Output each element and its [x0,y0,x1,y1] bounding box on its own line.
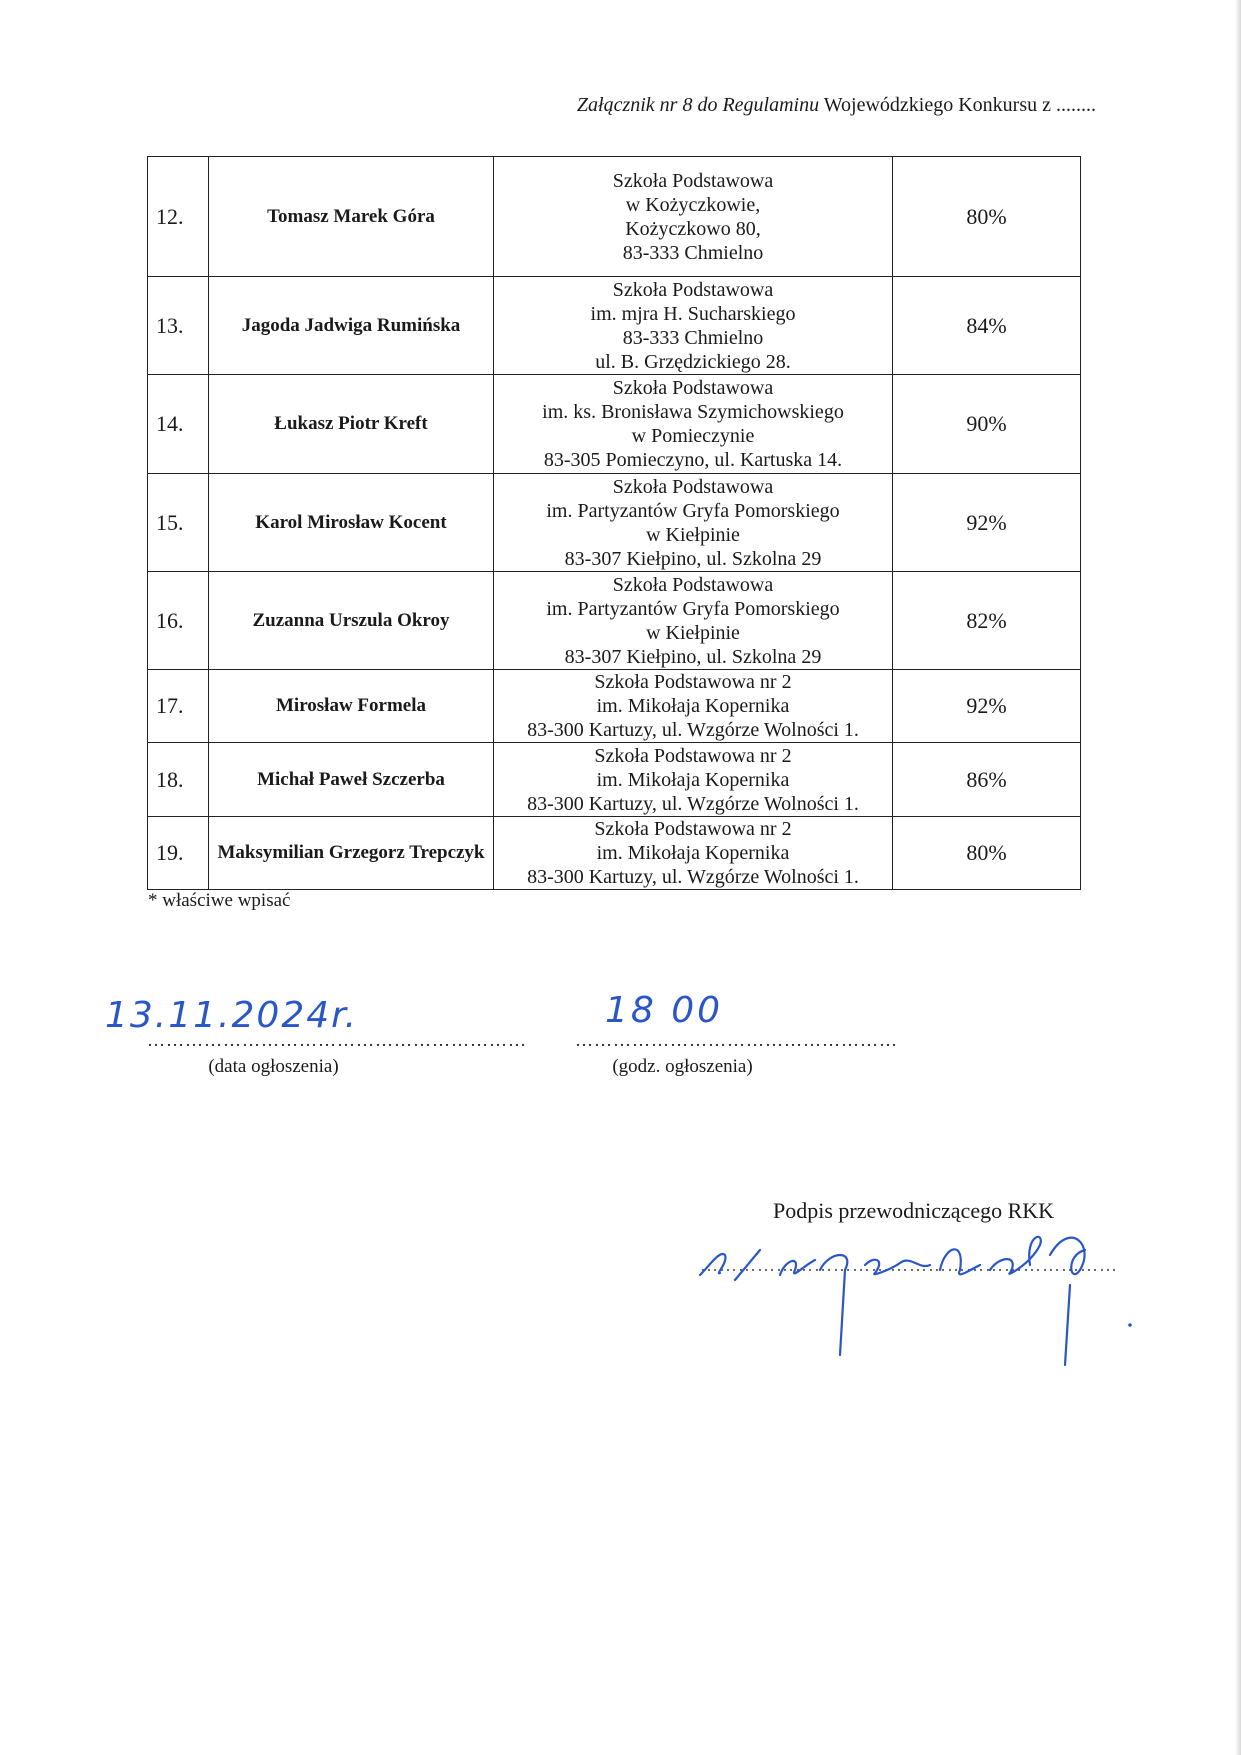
time-dotted-line: …………………………………………… [575,1030,898,1050]
school-line: 83-333 Chmielno [622,241,764,264]
school-line: w Kiełpinie [646,523,740,546]
school-address [494,743,893,817]
school-line: ul. B. Grzędzickiego 28. [595,350,791,373]
school-line: Szkoła Podstawowa [612,377,774,399]
attachment-header [577,94,1096,117]
header-italic: Załącznik nr 8 do Regulaminu [576,94,820,116]
row-number: 19. [148,817,209,890]
participant-name: Karol Mirosław Kocent [209,474,494,572]
table-row [148,817,1081,890]
participant-name: Zuzanna Urszula Okroy [209,572,494,670]
participant-name: Michał Paweł Szczerba [209,743,494,817]
school-line: Szkoła Podstawowa nr 2 [594,818,792,840]
school-line: Szkoła Podstawowa [612,278,774,301]
results-table [147,156,1081,890]
school-line: im. mjra H. Sucharskiego [590,302,796,325]
school-line: Szkoła Podstawowa [612,573,774,596]
school-line: w Kiełpinie [646,621,740,644]
handwritten-signature [690,1225,1140,1365]
table-row [148,572,1081,670]
table-row [148,743,1081,817]
row-number: 13. [148,277,209,375]
school-address [494,474,893,572]
school-line: Szkoła Podstawowa [612,169,774,192]
page-edge-shadow [1235,0,1241,1755]
school-line: w Kożyczkowie, [625,193,761,216]
footnote: * właściwe wpisać [148,890,291,911]
table-row [148,474,1081,572]
score: 86% [893,743,1081,817]
score: 92% [893,474,1081,572]
school-line: 83-300 Kartuzy, ul. Wzgórze Wolności 1. [527,719,859,741]
school-line: Szkoła Podstawowa nr 2 [594,671,792,693]
school-address [494,572,893,670]
score: 82% [893,572,1081,670]
school-line: 83-305 Pomieczyno, ul. Kartuska 14. [543,449,843,471]
participant-name: Łukasz Piotr Kreft [209,375,494,474]
score: 80% [893,817,1081,890]
row-number: 16. [148,572,209,670]
school-line: im. Partyzantów Gryfa Pomorskiego [546,499,840,522]
score: 84% [893,277,1081,375]
date-label: (data ogłoszenia) [208,1056,339,1077]
signature-dotted-line: ………………………………………………………… [700,1255,1118,1275]
school-line: Szkoła Podstawowa [612,475,774,498]
handwritten-time: 18 00 [605,990,724,1031]
participant-name: Tomasz Marek Góra [209,157,494,277]
school-line: 83-333 Chmielno [622,326,764,349]
score: 80% [893,157,1081,277]
school-line: im. Mikołaja Kopernika [596,768,790,791]
score: 90% [893,375,1081,474]
school-line: 83-307 Kiełpino, ul. Szkolna 29 [564,645,822,668]
school-address [494,670,893,743]
date-dotted-line: …………………………………………………… [147,1030,527,1050]
school-line: im. Mikołaja Kopernika [596,842,790,864]
school-line: 83-300 Kartuzy, ul. Wzgórze Wolności 1. [527,792,859,815]
school-address [494,817,893,890]
signature-label: Podpis przewodniczącego RKK [773,1198,1055,1223]
participant-name: Jagoda Jadwiga Rumińska [209,277,494,375]
table-row [148,375,1081,474]
table-row [148,157,1081,277]
school-line: 83-300 Kartuzy, ul. Wzgórze Wolności 1. [527,866,859,888]
participant-name: Maksymilian Grzegorz Trepczyk [209,817,494,890]
school-line: Kożyczkowo 80, [625,217,761,240]
row-number: 18. [148,743,209,817]
school-address [494,375,893,474]
row-number: 17. [148,670,209,743]
time-label: (godz. ogłoszenia) [612,1056,753,1077]
table-row [148,277,1081,375]
header-rest: Wojewódzkiego Konkursu z ........ [823,94,1096,116]
school-line: im. Mikołaja Kopernika [596,695,790,717]
school-line: w Pomieczynie [631,425,755,447]
school-line: im. Partyzantów Gryfa Pomorskiego [546,597,840,620]
participant-name: Mirosław Formela [209,670,494,743]
handwritten-date: 13.11.2024r. [105,995,359,1036]
row-number: 15. [148,474,209,572]
school-address [494,277,893,375]
school-line: 83-307 Kiełpino, ul. Szkolna 29 [564,547,822,570]
row-number: 14. [148,375,209,474]
school-line: im. ks. Bronisława Szymichowskiego [542,401,844,423]
school-line: Szkoła Podstawowa nr 2 [594,744,792,767]
score: 92% [893,670,1081,743]
table-row [148,670,1081,743]
school-address [494,157,893,277]
row-number: 12. [148,157,209,277]
